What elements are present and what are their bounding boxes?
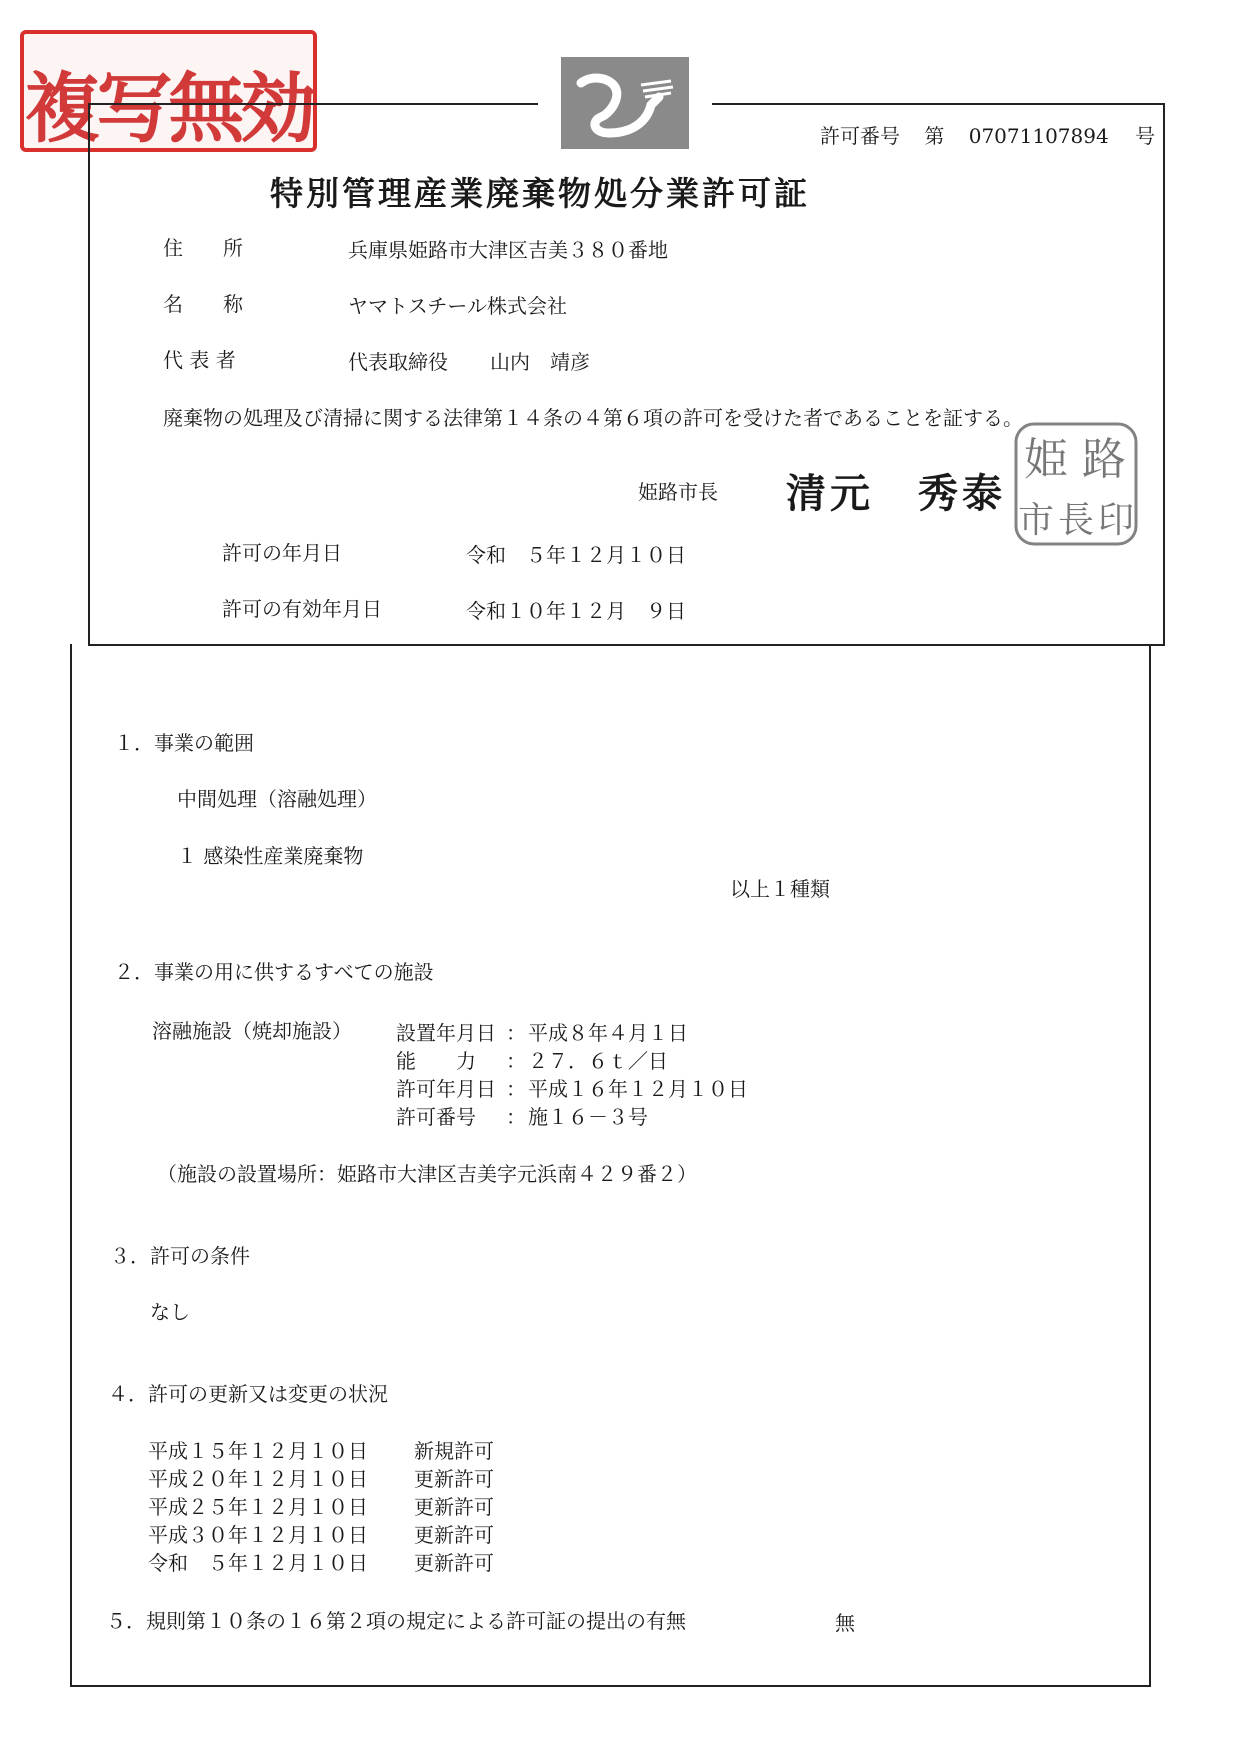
facility-row-label: 許可番号 — [396, 1105, 476, 1129]
permit-number-prefix: 第 — [924, 124, 945, 148]
representative-name: 山内 靖彦 — [490, 350, 590, 374]
history-date: 平成１５年１２月１０日 — [148, 1439, 368, 1463]
certification-statement: 廃棄物の処理及び清掃に関する法律第１４条の４第６項の許可を受けた者であることを証する。 — [163, 406, 1023, 430]
seal-char-4: 長 — [1057, 500, 1095, 541]
facility-row-sep: ： — [506, 1077, 526, 1101]
permit-date-label: 許可の年月日 — [222, 541, 342, 565]
section-1-process: 中間処理（溶融処理） — [177, 787, 377, 811]
valid-until-label: 許可の有効年月日 — [222, 597, 382, 621]
section-3-heading: ３．許可の条件 — [110, 1244, 250, 1268]
facility-row-value: 平成１６年１２月１０日 — [528, 1077, 748, 1101]
copy-invalid-stamp-text: 複写無効 — [24, 64, 313, 153]
representative-label: 代 表 者 — [163, 348, 236, 372]
seal-char-5: 印 — [1097, 500, 1135, 541]
permit-number-suffix: 号 — [1135, 124, 1156, 148]
history-date: 令和 ５年１２月１０日 — [148, 1551, 368, 1575]
seal-char-1: 姫 — [1024, 434, 1068, 485]
permit-number — [820, 120, 1155, 149]
seal-char-2: 路 — [1082, 434, 1126, 485]
section-1-heading: １．事業の範囲 — [114, 731, 254, 755]
section-4-heading: ４．許可の更新又は変更の状況 — [108, 1382, 388, 1406]
facility-location: （施設の設置場所：姫路市大津区吉美字元浜南４２９番２） — [157, 1162, 697, 1186]
permit-date-value: 令和 ５年１２月１０日 — [466, 543, 686, 567]
address-value: 兵庫県姫路市大津区吉美３８０番地 — [348, 238, 668, 262]
facility-row-value: 平成８年４月１日 — [528, 1021, 688, 1045]
history-type: 更新許可 — [414, 1551, 494, 1575]
address-label: 住 所 — [163, 236, 243, 260]
history-type: 新規許可 — [414, 1439, 494, 1463]
section-1-total: 以上１種類 — [730, 877, 830, 901]
history-date: 平成３０年１２月１０日 — [148, 1523, 368, 1547]
facility-row-sep: ： — [506, 1049, 526, 1073]
mayor-seal-stamp — [1012, 420, 1140, 548]
section-2-facility: 溶融施設（焼却施設） — [152, 1019, 352, 1043]
history-type: 更新許可 — [414, 1467, 494, 1491]
company-name-label: 名 称 — [163, 292, 243, 316]
history-type: 更新許可 — [414, 1495, 494, 1519]
facility-row-value: ２７．６ｔ／日 — [528, 1049, 668, 1073]
facility-row-sep: ： — [506, 1021, 526, 1045]
seal-char-3: 市 — [1017, 500, 1055, 541]
history-date: 平成２５年１２月１０日 — [148, 1495, 368, 1519]
facility-row-label: 設置年月日 — [396, 1021, 496, 1045]
facility-row-label: 能 力 — [396, 1049, 476, 1073]
issuer-name: 清元 秀泰 — [786, 471, 1006, 517]
facility-row-value: 施１６－３号 — [528, 1105, 648, 1129]
issuer-title: 姫路市長 — [638, 480, 718, 504]
city-emblem-icon — [561, 57, 689, 149]
section-5-value: 無 — [835, 1611, 855, 1635]
section-3-text: なし — [150, 1300, 190, 1324]
section-1-item: １ 感染性産業廃棄物 — [177, 844, 364, 868]
document-title: 特別管理産業廃棄物処分業許可証 — [270, 174, 810, 213]
section-2-heading: ２．事業の用に供するすべての施設 — [114, 960, 434, 984]
company-name-value: ヤマトスチール株式会社 — [348, 294, 567, 318]
representative-title: 代表取締役 — [348, 350, 448, 374]
section-5-heading: ５．規則第１０条の１６第２項の規定による許可証の提出の有無 — [106, 1609, 686, 1633]
permit-number-label: 許可番号 — [820, 124, 900, 148]
permit-number-value: 07071107894 — [968, 124, 1109, 148]
history-date: 平成２０年１２月１０日 — [148, 1467, 368, 1491]
facility-row-label: 許可年月日 — [396, 1077, 496, 1101]
history-type: 更新許可 — [414, 1523, 494, 1547]
valid-until-value: 令和１０年１２月 ９日 — [466, 599, 686, 623]
facility-row-sep: ： — [506, 1105, 526, 1129]
